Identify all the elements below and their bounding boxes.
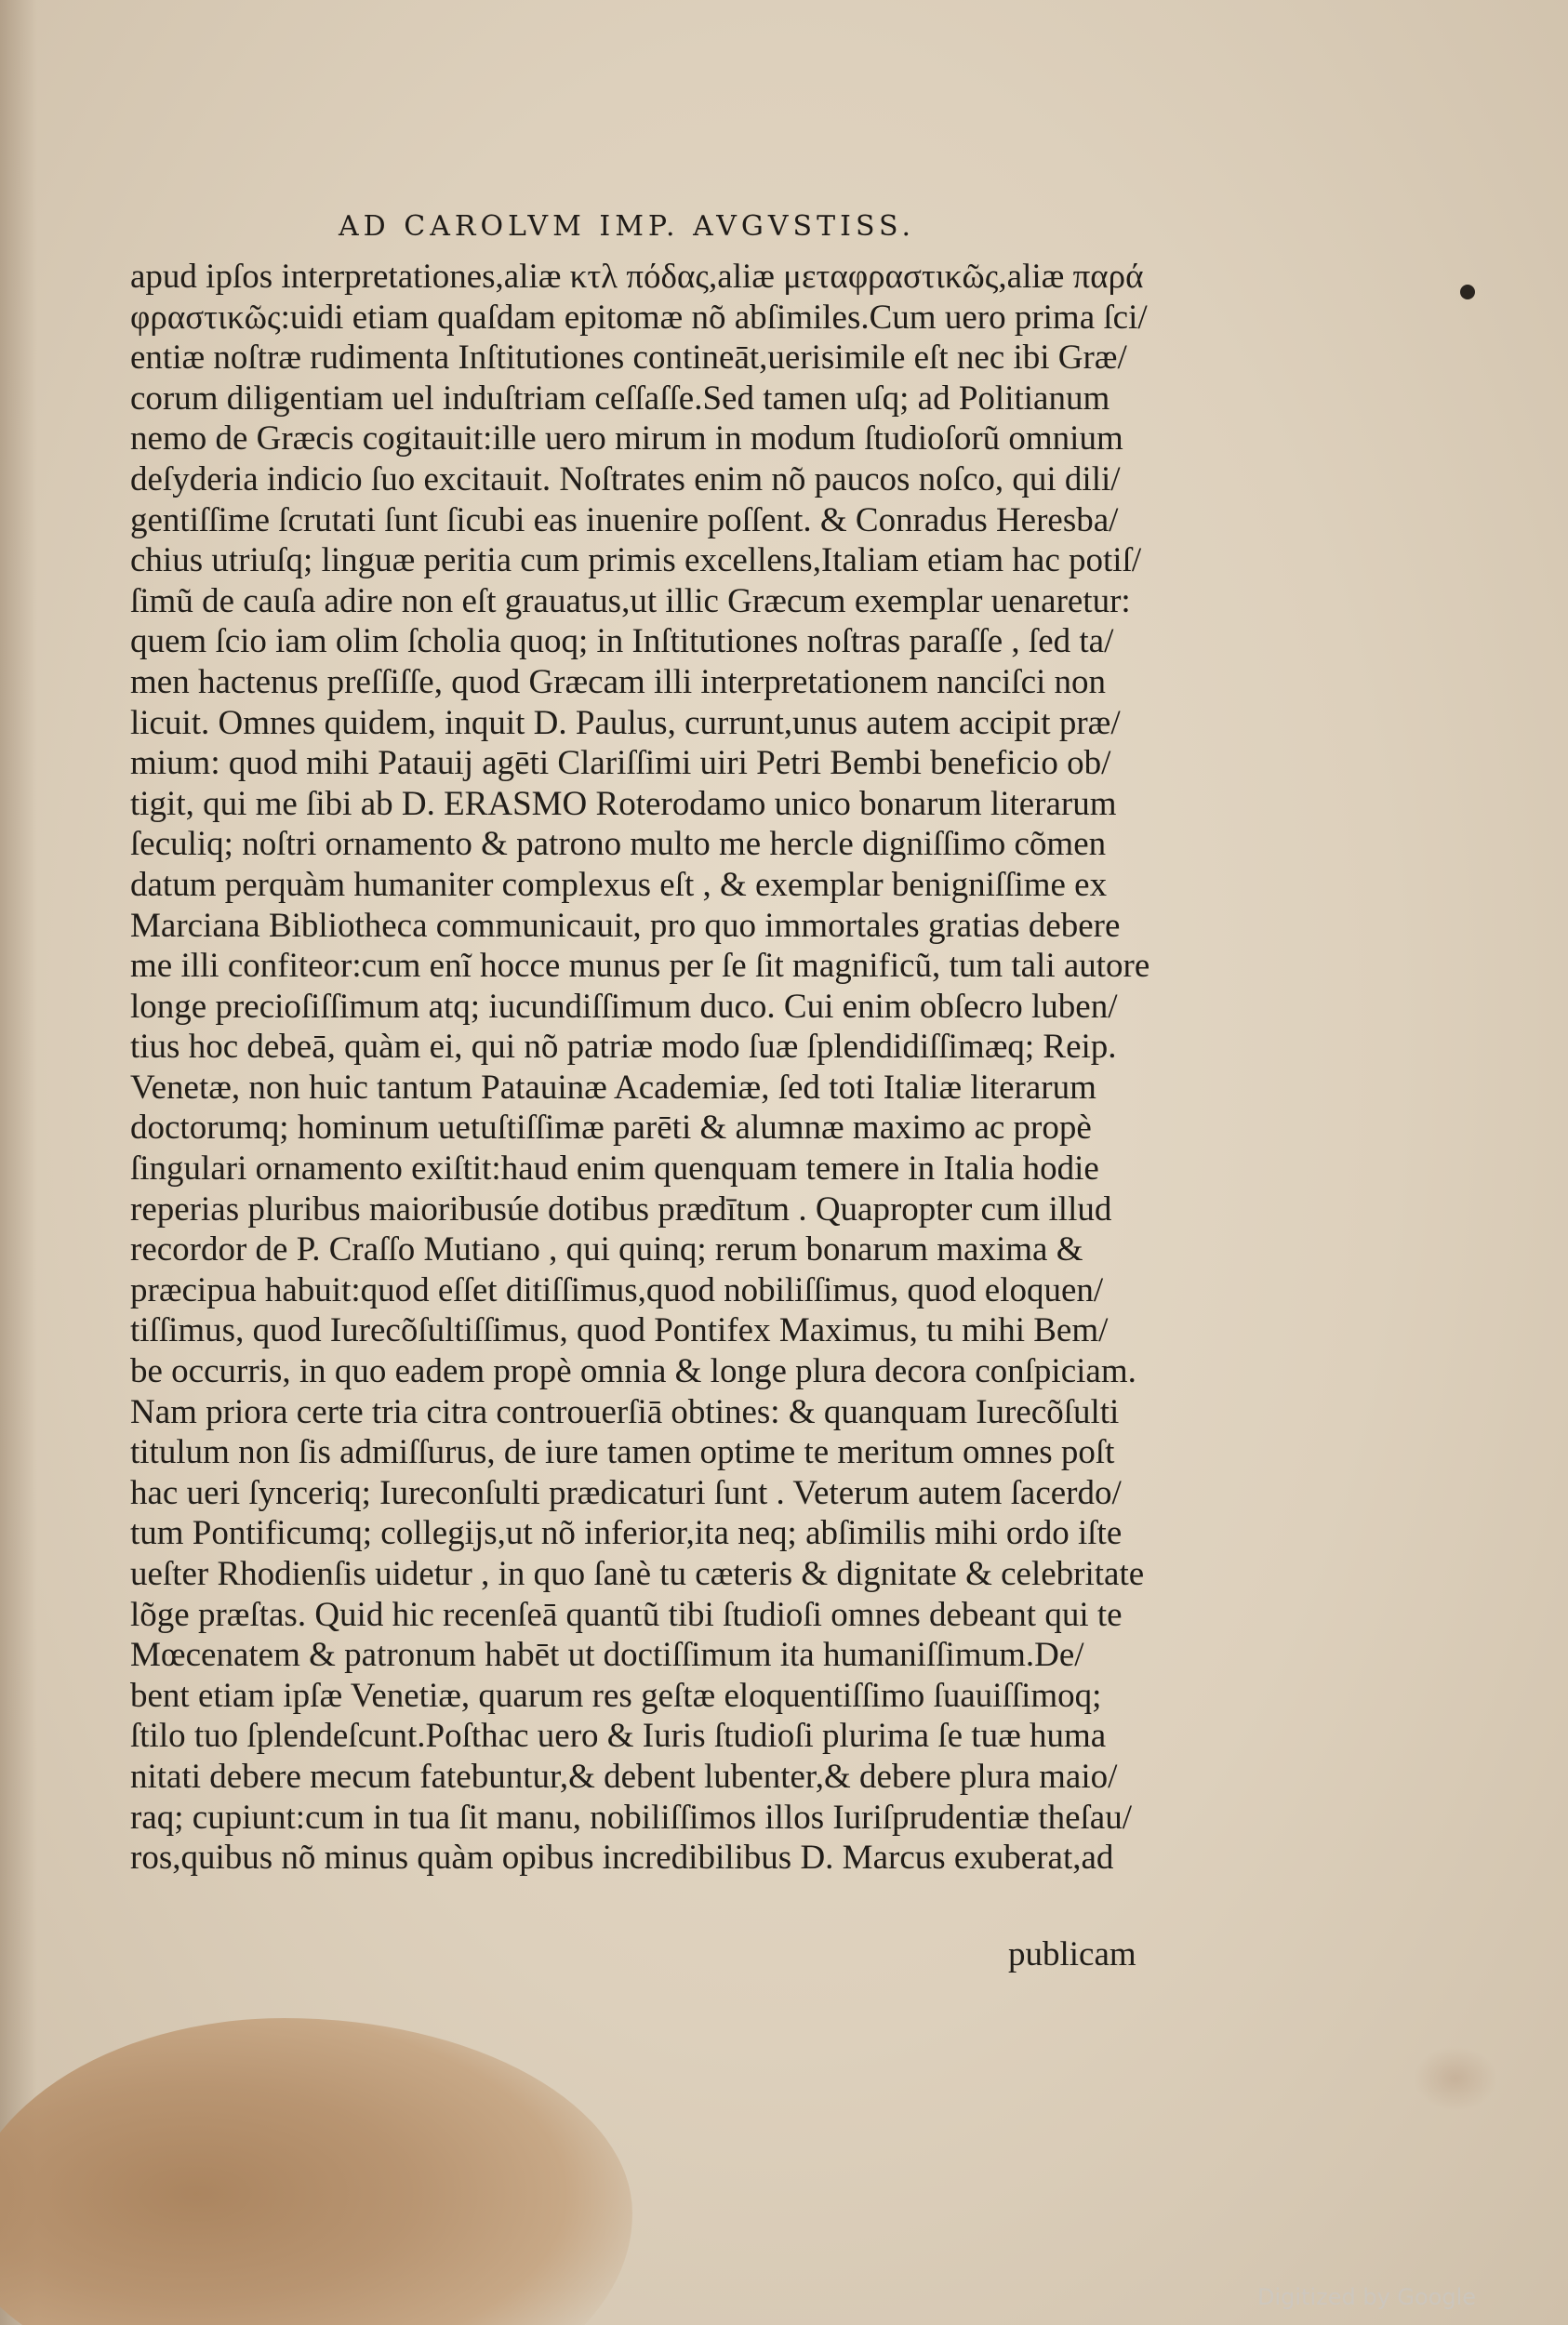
text-line: raq; cupiunt:cum in tua ſit manu, nobiliſſimos illos Iuriſprudentiæ theſau/ [130, 1798, 1132, 1837]
watermark: Digitized by Google [1257, 2284, 1477, 2310]
text-line: ſeculiq; noſtri ornamento & patrono multo me hercle digniſſimo cõmen [130, 825, 1107, 864]
text-line: Marciana Bibliotheca communicauit, pro quo immortales gratias debere [130, 906, 1121, 945]
text-line: Nam priora certe tria citra controuerſiā obtines: & quanquam Iurecõſulti [130, 1392, 1120, 1431]
text-line: entiæ noſtræ rudimenta Inſtitutiones contineāt,uerisimile eſt nec ibi Græ/ [130, 339, 1127, 378]
text-line: licuit. Omnes quidem, inquit D. Paulus, currunt,unus autem accipit præ/ [130, 703, 1121, 742]
text-line: corum diligentiam uel induſtriam ceſſaſſe.Sed tamen uſq; ad Politianum [130, 379, 1110, 418]
text-line: me illi confiteor:cum enĩ hocce munus per ſe ſit magnificũ, tum tali autore [130, 947, 1150, 986]
text-line: nitati debere mecum fatebuntur,& debent lubenter,& debere plura maio/ [130, 1757, 1118, 1796]
text-line: men hactenus preſſiſſe, quod Græcam illi interpretationem nanciſci non [130, 662, 1107, 701]
text-line: chius utriuſq; linguæ peritia cum primis excellens,Italiam etiam hac potiſ/ [130, 541, 1142, 580]
text-line: præcipua habuit:quod eſſet ditiſſimus,quod nobiliſſimus, quod eloquen/ [130, 1270, 1104, 1309]
text-line: tius hoc debeā, quàm ei, qui nõ patriæ modo ſuæ ſplendidiſſimæq; Reip. [130, 1028, 1117, 1067]
text-line: lõge præſtas. Quid hic recenſeā quantũ tibi ſtudioſi omnes debeant qui te [130, 1595, 1123, 1634]
text-line: datum perquàm humaniter complexus eſt , & exemplar benigniſſime ex [130, 865, 1108, 904]
text-line: φραστικῶς:uidi etiam quaſdam epitomæ nõ abſimiles.Cum uero prima ſci/ [130, 298, 1148, 337]
text-line: quem ſcio iam olim ſcholia quoq; in Inſtitutiones noſtras paraſſe , ſed ta/ [130, 622, 1114, 661]
text-line: longe precioſiſſimum atq; iucundiſſimum duco. Cui enim obſecro luben/ [130, 987, 1118, 1026]
text-line: reperias pluribus maioribusúe dotibus prædītum . Quapropter cum illud [130, 1189, 1112, 1229]
text-line: tiſſimus, quod Iurecõſultiſſimus, quod Pontifex Maximus, tu mihi Bem/ [130, 1311, 1109, 1350]
text-line: tigit, qui me ſibi ab D. ERASMO Roterodamo unico bonarum literarum [130, 784, 1117, 823]
text-line: doctorumq; hominum uetuſtiſſimæ parēti & alumnæ maximo ac propè [130, 1109, 1092, 1148]
text-line: Mœcenatem & patronum habēt ut doctiſſimum ita humaniſſimum.De/ [130, 1636, 1084, 1675]
body-text [130, 257, 1153, 1879]
text-line: recordor de P. Craſſo Mutiano , qui quinq; rerum bonarum maxima & [130, 1230, 1083, 1269]
text-line: be occurris, in quo eadem propè omnia & longe plura decora conſpiciam. [130, 1352, 1136, 1391]
text-line: apud ipſos interpretationes,aliæ κτλ πόδας,aliæ μεταφραστικῶς,aliæ παρά [130, 258, 1144, 296]
ink-spot [1460, 285, 1475, 299]
text-line: nemo de Græcis cogitauit:ille uero mirum in modum ſtudioſorũ omnium [130, 419, 1123, 458]
text-line: titulum non ſis admiſſurus, de iure tamen optime te meritum omnes poſt [130, 1433, 1115, 1472]
text-line: ueſter Rhodienſis uidetur , in quo ſanè tu cæteris & dignitate & celebritate [130, 1555, 1145, 1593]
text-line: ros,quibus nõ minus quàm opibus incredibilibus D. Marcus exuberat,ad [130, 1839, 1114, 1878]
faint-stain [1414, 2046, 1497, 2111]
text-line: Venetæ, non huic tantum Patauinæ Academiæ, ſed toti Italiæ literarum [130, 1068, 1096, 1107]
text-line: ſimũ de cauſa adire non eſt grauatus,ut illic Græcum exemplar uenaretur: [130, 581, 1131, 620]
text-line: tum Pontificumq; collegijs,ut nõ inferior,ita neq; abſimilis mihi ordo iſte [130, 1514, 1123, 1553]
running-head: AD CAROLVM IMP. AVGVSTISS. [339, 210, 916, 243]
text-line: bent etiam ipſæ Venetiæ, quarum res geſtæ eloquentiſſimo ſuauiſſimoq; [130, 1676, 1102, 1715]
catchword: publicam [1008, 1935, 1136, 1973]
text-line: ſtilo tuo ſplendeſcunt.Poſthac uero & Iuris ſtudioſi plurima ſe tuæ huma [130, 1717, 1107, 1756]
text-line: deſyderia indicio ſuo excitauit. Noſtrates enim nõ paucos noſco, qui dili/ [130, 459, 1121, 498]
gutter-shadow [0, 0, 37, 2325]
text-line: mium: quod mihi Patauij agēti Clariſſimi uiri Petri Bembi beneficio ob/ [130, 744, 1111, 783]
text-line: ſingulari ornamento exiſtit:haud enim quenquam temere in Italia hodie [130, 1149, 1099, 1189]
text-line: gentiſſime ſcrutati ſunt ſicubi eas inuenire poſſent. & Conradus Heresba/ [130, 500, 1119, 539]
text-line: hac ueri ſynceriq; Iureconſulti prædicaturi ſunt . Veterum autem ſacerdo/ [130, 1473, 1122, 1512]
water-stain [0, 2018, 632, 2325]
